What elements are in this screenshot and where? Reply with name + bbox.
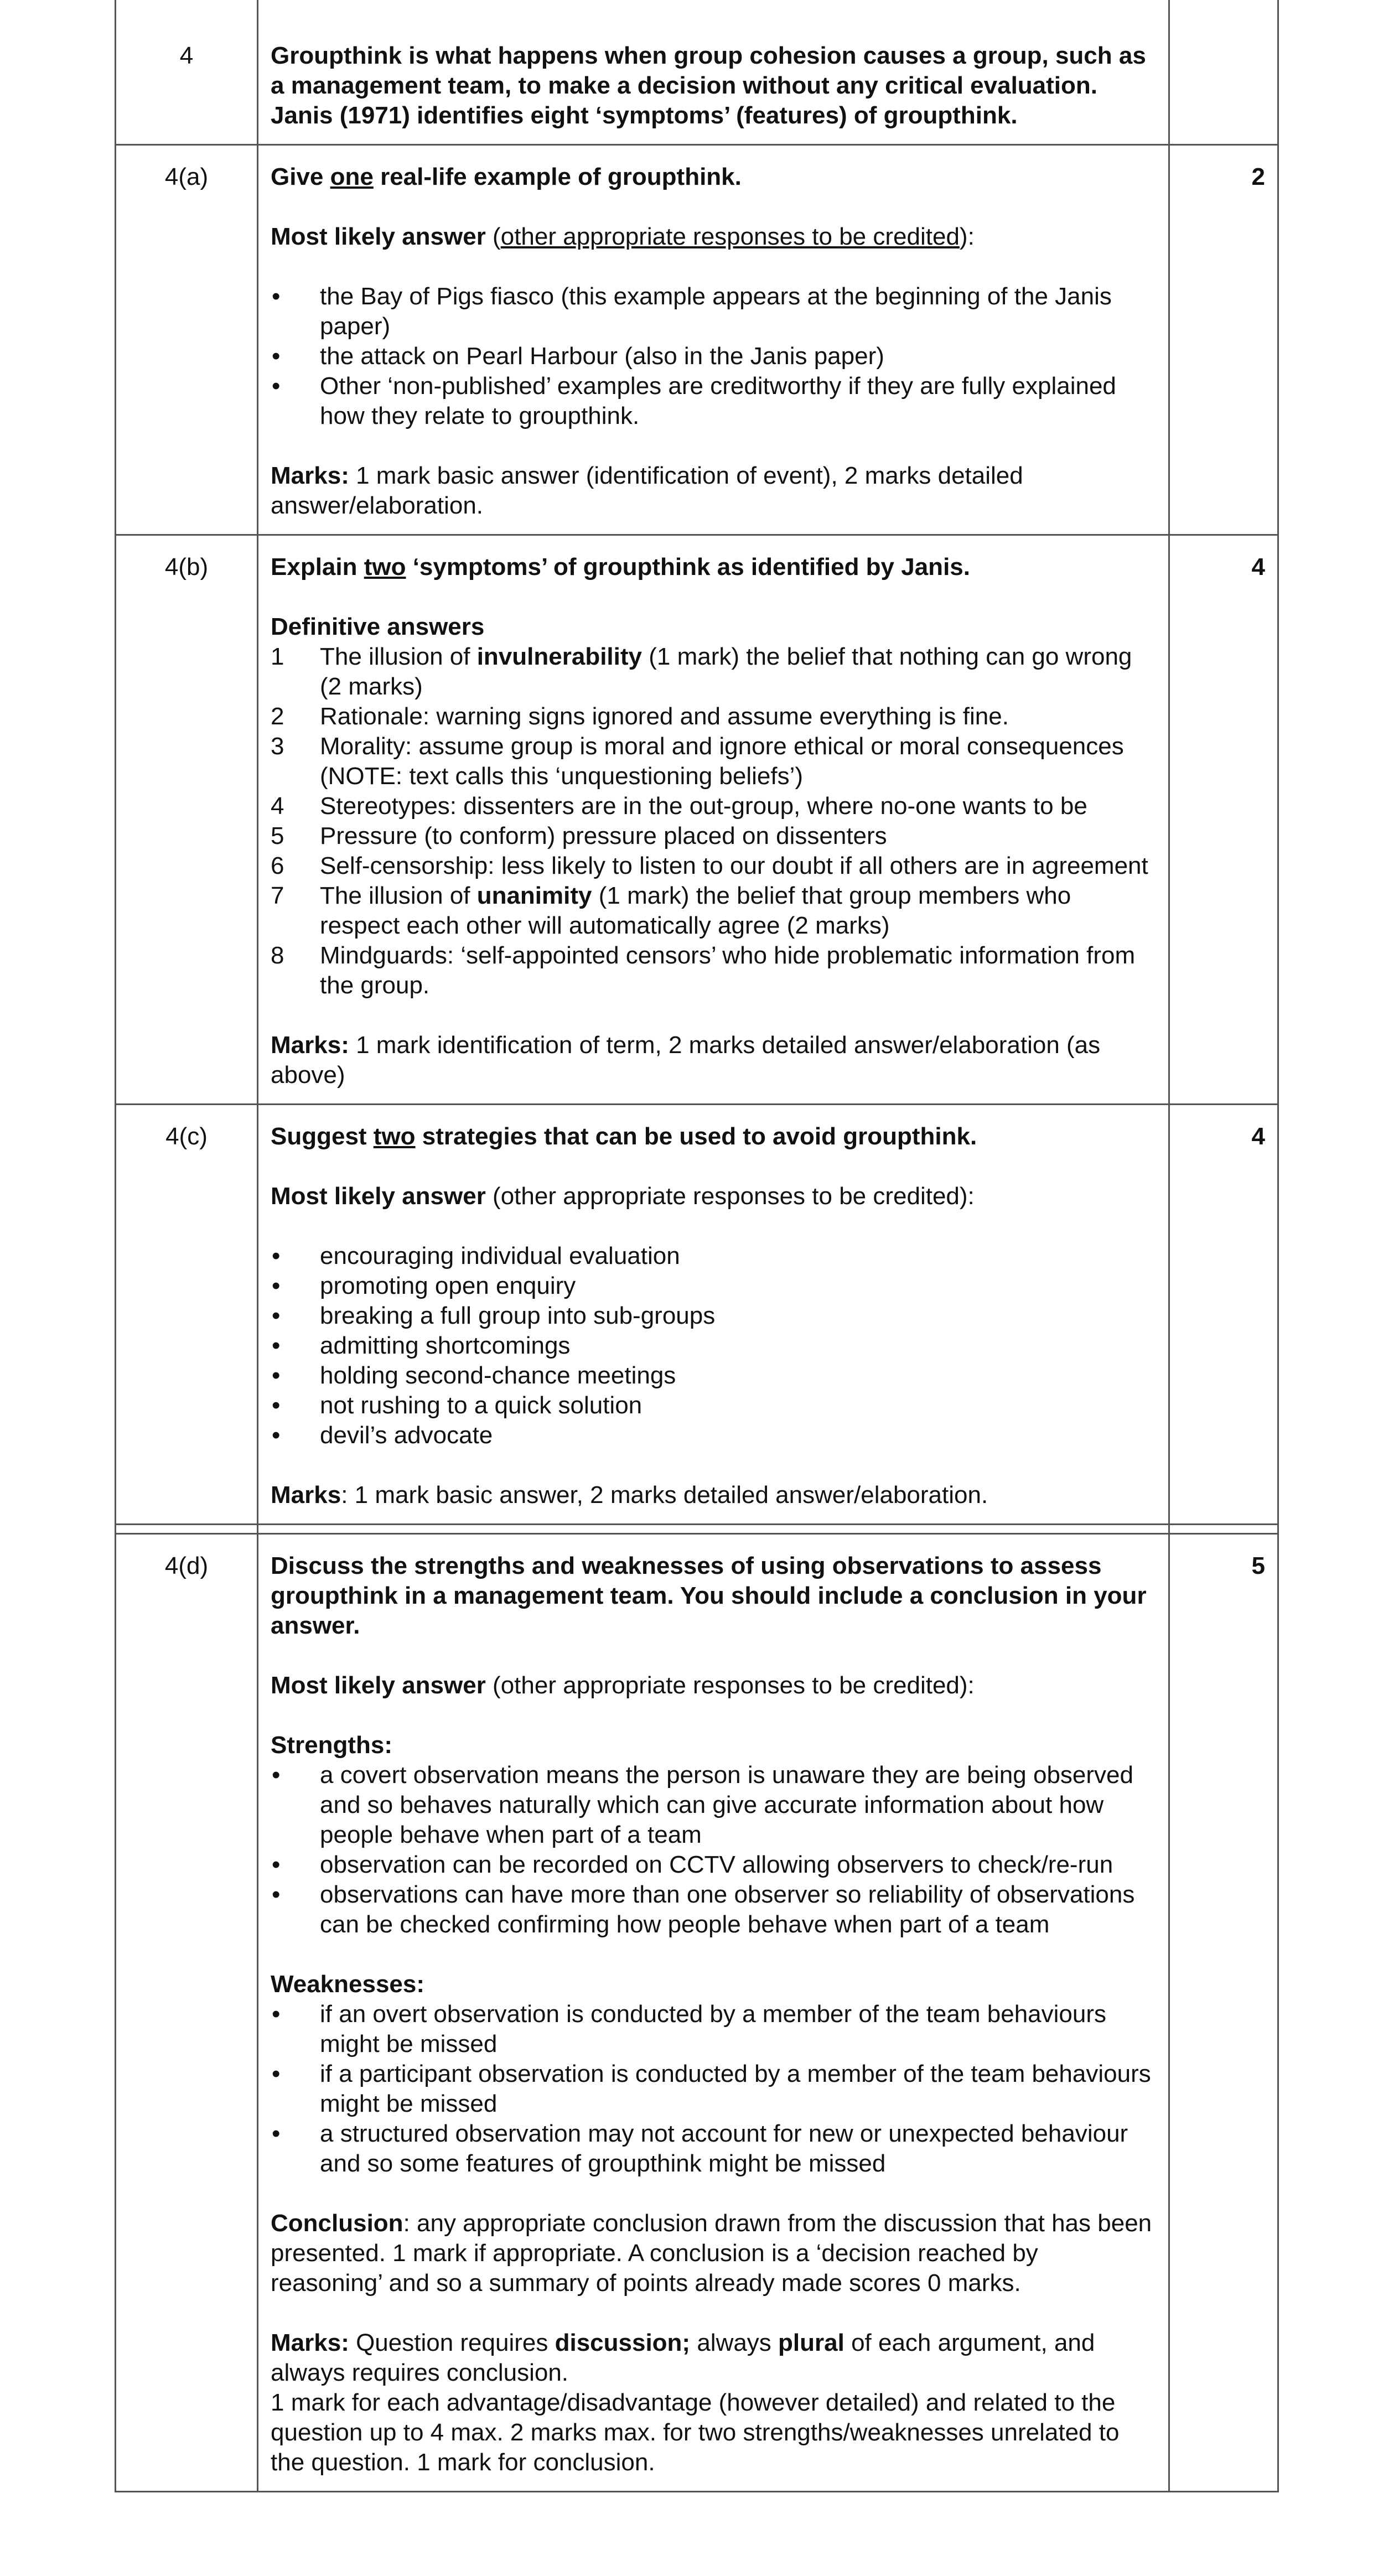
marks-text: 1 mark identification of term, 2 marks detailed answer/elaboration (as above)	[271, 1032, 1101, 1089]
item-text: The illusion of	[320, 882, 477, 909]
list-item: • holding second-chance meetings	[271, 1361, 1156, 1391]
item-number: 7	[271, 882, 284, 909]
question-4c-body	[258, 1105, 1169, 1525]
item-text: The illusion of	[320, 643, 477, 670]
list-item	[271, 941, 1156, 1001]
item-text: Pressure (to conform) pressure placed on dissenters	[320, 822, 887, 849]
separator-cell	[258, 1525, 1169, 1534]
marks-note	[271, 1030, 1156, 1090]
list-item: • the Bay of Pigs fiasco (this example appears at the beginning of the Janis paper)	[271, 282, 1156, 341]
marks-label: Marks:	[271, 2329, 349, 2356]
most-likely-answer-line	[271, 1671, 1156, 1701]
list-item: • observations can have more than one observer so reliability of observations can be checked confirming how people behave when part of a team	[271, 1880, 1156, 1940]
marks-label: Marks	[271, 1481, 341, 1509]
mla-rest: (other appropriate responses to be credited):	[485, 1183, 975, 1210]
marks-label: Marks:	[271, 1032, 349, 1059]
separator-cell	[1169, 1525, 1278, 1534]
strengths-list	[271, 1760, 1156, 1940]
q-post: strategies that can be used to avoid groupthink.	[415, 1123, 977, 1150]
question-4-row	[116, 0, 1278, 145]
mla-underlined: other appropriate responses to be credited	[500, 223, 960, 250]
marks-text: 1 mark basic answer (identification of event), 2 marks detailed answer/elaboration.	[271, 462, 1023, 519]
item-number: 6	[271, 852, 284, 879]
mla-label: Most likely answer	[271, 223, 486, 250]
list-item: • if an overt observation is conducted by a member of the team behaviours might be missed	[271, 1999, 1156, 2059]
question-number: 4	[116, 0, 258, 145]
q-post: ‘symptoms’ of groupthink as identified by Janis.	[406, 553, 970, 580]
marks-cell-empty	[1169, 0, 1278, 145]
item-text: Rationale: warning signs ignored and assume everything is fine.	[320, 703, 1009, 730]
marks-note	[271, 461, 1156, 521]
q-underlined: two	[364, 553, 406, 580]
conclusion-text: : any appropriate conclusion drawn from the discussion that has been presented. 1 mark if appropriate. A conclusion is a ‘decision reached by reasoning’ and so a summary of points already made scores 0 marks.	[271, 2210, 1152, 2297]
marks-text: Question requires	[349, 2329, 555, 2356]
marks-label: Marks:	[271, 462, 349, 489]
marks-detail: 1 mark for each advantage/disadvantage (however detailed) and related to the question up to 4 max. 2 marks max. for two strengths/weaknesses unrelated to the question. 1 mark for conclusion.	[271, 2389, 1120, 2476]
table-separator	[116, 1525, 1278, 1534]
item-number: 3	[271, 733, 284, 760]
list-item	[271, 851, 1156, 881]
item-text-post: (1 mark) the belief that nothing can go wrong (2 marks)	[320, 643, 1132, 700]
list-item: • if a participant observation is conducted by a member of the team behaviours might be missed	[271, 2059, 1156, 2119]
strengths-heading: Strengths:	[271, 1732, 392, 1759]
list-item: • the attack on Pearl Harbour (also in the Janis paper)	[271, 341, 1156, 371]
q-underlined: two	[373, 1123, 416, 1150]
list-item	[271, 791, 1156, 821]
item-number: 8	[271, 942, 284, 969]
marks-value: 2	[1169, 145, 1278, 535]
marks-value: 4	[1169, 1105, 1278, 1525]
list-item: • a structured observation may not account for new or unexpected behaviour and so some features of groupthink might be missed	[271, 2119, 1156, 2179]
weaknesses-list	[271, 1999, 1156, 2179]
mark-scheme-table	[115, 0, 1279, 2492]
mla-close: ):	[959, 223, 975, 250]
list-item: • observation can be recorded on CCTV allowing observers to check/re-run	[271, 1850, 1156, 1880]
question-number: 4(a)	[116, 145, 258, 535]
list-item: • promoting open enquiry	[271, 1271, 1156, 1301]
list-item: • Other ‘non-published’ examples are creditworthy if they are fully explained how they relate to groupthink.	[271, 371, 1156, 431]
question-4d-row	[116, 1534, 1278, 2492]
marks-value: 4	[1169, 535, 1278, 1105]
question-4c-text	[271, 1122, 1156, 1152]
question-number: 4(c)	[116, 1105, 258, 1525]
question-4d-body	[258, 1534, 1169, 2492]
q-pre: Suggest	[271, 1123, 374, 1150]
q-pre: Explain	[271, 553, 364, 580]
q-pre: Give	[271, 163, 330, 190]
list-item: • not rushing to a quick solution	[271, 1391, 1156, 1421]
q-post: real-life example of groupthink.	[373, 163, 742, 190]
most-likely-answer-line	[271, 222, 1156, 252]
question-4b-text	[271, 552, 1156, 582]
most-likely-answer-line	[271, 1181, 1156, 1211]
question-number: 4(b)	[116, 535, 258, 1105]
mla-open: (	[485, 223, 501, 250]
item-bold: invulnerability	[476, 643, 642, 670]
list-item: • breaking a full group into sub-groups	[271, 1301, 1156, 1331]
item-text: Mindguards: ‘self-appointed censors’ who hide problematic information from the group.	[320, 942, 1136, 999]
item-number: 4	[271, 792, 284, 820]
separator-cell	[116, 1525, 258, 1534]
q-underlined: one	[330, 163, 374, 190]
question-4a-body	[258, 145, 1169, 535]
marks-bold: plural	[778, 2329, 844, 2356]
marks-bold: discussion;	[555, 2329, 691, 2356]
conclusion-note	[271, 2209, 1156, 2298]
marks-note	[271, 2328, 1156, 2388]
conclusion-label: Conclusion	[271, 2210, 403, 2237]
item-number: 1	[271, 643, 284, 670]
mla-label: Most likely answer	[271, 1183, 486, 1210]
symptom-list	[271, 642, 1156, 1001]
question-4a-text	[271, 162, 1156, 192]
list-item	[271, 732, 1156, 791]
marks-text: of each argument, and always requires conclusion.	[271, 2329, 1095, 2386]
item-text: Morality: assume group is moral and ignore ethical or moral consequences (NOTE: text calls this ‘unquestioning beliefs’)	[320, 733, 1124, 790]
marks-value: 5	[1169, 1534, 1278, 2492]
item-text: Stereotypes: dissenters are in the out-group, where no-one wants to be	[320, 792, 1087, 820]
question-4c-row	[116, 1105, 1278, 1525]
list-item	[271, 642, 1156, 702]
list-item: • admitting shortcomings	[271, 1331, 1156, 1361]
item-text-post: (1 mark) the belief that group members who respect each other will automatically agree (2 marks)	[320, 882, 1071, 939]
list-item	[271, 821, 1156, 851]
list-item	[271, 702, 1156, 732]
weaknesses-heading: Weaknesses:	[271, 1971, 425, 1998]
question-number: 4(d)	[116, 1534, 258, 2492]
question-4b-row	[116, 535, 1278, 1105]
item-bold: unanimity	[476, 882, 592, 909]
question-4-stem-cell	[258, 0, 1169, 145]
strategy-list	[271, 1241, 1156, 1450]
question-4-stem: Groupthink is what happens when group cohesion causes a group, such as a management team, to make a decision without any critical evaluation. Janis (1971) identifies eight ‘symptoms’ (features) of groupthink.	[271, 42, 1146, 129]
marks-note	[271, 1480, 1156, 1510]
list-item: • encouraging individual evaluation	[271, 1241, 1156, 1271]
marks-text: : 1 mark basic answer, 2 marks detailed answer/elaboration.	[341, 1481, 988, 1509]
example-list	[271, 282, 1156, 431]
question-4d-text: Discuss the strengths and weaknesses of using observations to assess groupthink in a management team. You should include a conclusion in your answer.	[271, 1552, 1147, 1639]
marks-text: always	[690, 2329, 779, 2356]
list-item	[271, 881, 1156, 941]
item-number: 5	[271, 822, 284, 849]
item-text: Self-censorship: less likely to listen to our doubt if all others are in agreement	[320, 852, 1148, 879]
mla-label: Most likely answer	[271, 1672, 486, 1699]
question-4b-body	[258, 535, 1169, 1105]
definitive-answers-label: Definitive answers	[271, 613, 485, 640]
question-4a-row	[116, 145, 1278, 535]
mla-rest: (other appropriate responses to be credited):	[485, 1672, 975, 1699]
list-item: • devil’s advocate	[271, 1421, 1156, 1450]
list-item: • a covert observation means the person is unaware they are being observed and so behaves naturally which can give accurate information about how people behave when part of a team	[271, 1760, 1156, 1850]
item-number: 2	[271, 703, 284, 730]
